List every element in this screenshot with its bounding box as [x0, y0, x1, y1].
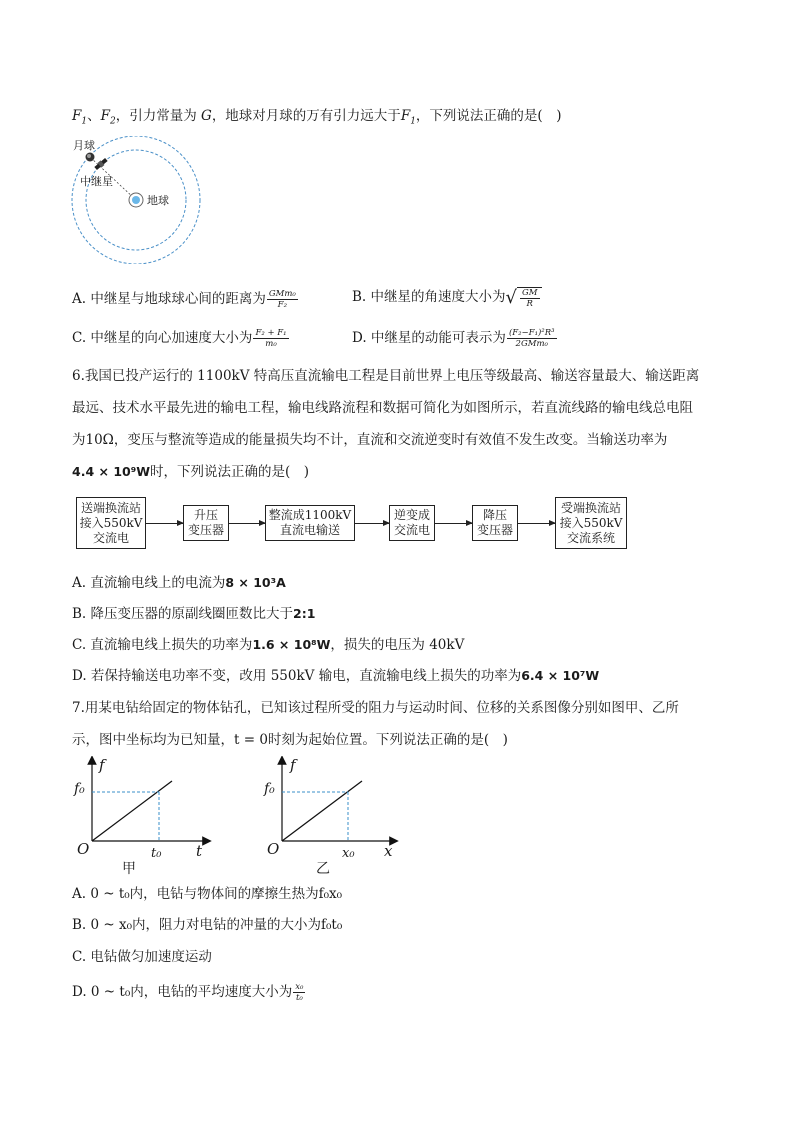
graph2-xlabel: x: [384, 842, 393, 860]
f2-symbol: $F_2$: [100, 108, 116, 127]
flow-box-invert: 逆变成 交流电: [389, 505, 435, 541]
q6-line-2: 最远、技术水平最先进的输电工程，输电线路流程和数据可简化为如图所示，若直流线路的输电线总电阻: [72, 400, 693, 416]
flow-arrow-2: [229, 523, 265, 524]
relay-label: 中继星: [80, 175, 113, 188]
flow-box-sending-station: 送端换流站 接入550kV 交流电: [76, 497, 146, 549]
q6-line-1: 6.我国已投产运行的 1100kV 特高压直流输电工程是目前世界上电压等级最高、输送容量最大、输送距离: [72, 368, 700, 384]
graph2-origin: O: [267, 840, 280, 858]
graph2-line: [282, 781, 362, 841]
graph-f-x: [262, 756, 402, 871]
graph1-xlabel: t: [196, 842, 203, 860]
f1-symbol-2: $F_1$: [400, 108, 416, 127]
q5-option-a[interactable]: A. 中继星与地球球心间的距离为 $\frac{\text{GMm₀}}{\text{F₂}}$: [72, 289, 296, 310]
q5-intro-text2: ，地球对月球的万有引力远大于: [211, 108, 401, 124]
q7-line-2: 示，图中坐标均为已知量，t = 0时刻为起始位置。下列说法正确的是( ): [72, 732, 508, 748]
q6-option-b[interactable]: B. 降压变压器的原副线圈匝数比大于2:1: [72, 606, 316, 622]
flow-arrow-4: [435, 523, 472, 524]
q7-option-b[interactable]: B. 0 ~ x₀内，阻力对电钻的冲量的大小为f₀t₀: [72, 917, 343, 933]
graph1-origin: O: [77, 840, 90, 858]
graph1-y0: f₀: [74, 781, 85, 797]
q6-option-d[interactable]: D. 若保持输送电功率不变，改用 550kV 输电，直流输电线上损失的功率为6.4 × 10⁷W: [72, 668, 600, 684]
q5-option-d[interactable]: D. 中继星的动能可表示为 $\frac{\text{(F₂−F₁)²R³}}{\text{2GMm₀}}$: [352, 328, 555, 349]
flow-box-step-up: 升压 变压器: [183, 505, 229, 541]
graph2-caption: 乙: [316, 861, 330, 877]
q5-sep: 、: [87, 108, 101, 124]
q6-power-value: 4.4 × 10⁹W: [72, 464, 150, 479]
flow-arrow-1: [146, 523, 183, 524]
flow-arrow-3: [355, 523, 389, 524]
graph2-xtick: x₀: [342, 846, 355, 861]
graph2-ylabel: f: [290, 756, 296, 774]
earth-label: 地球: [147, 194, 169, 207]
graph1-xtick: t₀: [151, 846, 162, 861]
q6-line-4: [72, 460, 309, 480]
graph2-y0: f₀: [264, 781, 275, 797]
q6-option-a[interactable]: A. 直流输电线上的电流为8 × 10³A: [72, 575, 286, 591]
graph1-ylabel: f: [99, 756, 105, 774]
earth-core-icon: [132, 196, 140, 204]
f1-symbol: $F_1$: [72, 108, 88, 127]
flow-box-rectify: 整流成1100kV 直流电输送: [265, 505, 355, 541]
flow-box-step-down: 降压 变压器: [472, 505, 518, 541]
g-symbol: G: [201, 108, 212, 124]
q6-line-3: 为10Ω，变压与整流等造成的能量损失均不计，直流和交流逆变时有效值不发生改变。当输送功率为: [72, 432, 668, 448]
q5-intro-text1: ，引力常量为: [115, 108, 197, 124]
satellite-icon: [94, 157, 109, 171]
q7-option-a[interactable]: A. 0 ~ t₀内，电钻与物体间的摩擦生热为f₀x₀: [72, 886, 343, 902]
flow-box-receiving-station: 受端换流站 接入550kV 交流系统: [555, 497, 627, 549]
orbit-figure: [66, 136, 206, 264]
graph1-caption: 甲: [122, 861, 136, 877]
q5-intro: [72, 104, 561, 127]
q5-intro-text3: ，下列说法正确的是( ): [415, 108, 562, 124]
q5-option-b[interactable]: B. 中继星的角速度大小为 √ $\frac{GM}{R}$: [352, 285, 542, 309]
q5-option-c[interactable]: C. 中继星的向心加速度大小为 $\frac{\text{F₂ + F₁}}{\text{m₀}}$: [72, 328, 287, 349]
q6-option-c[interactable]: C. 直流输电线上损失的功率为1.6 × 10⁸W，损失的电压为 40kV: [72, 637, 465, 653]
q6-question-text: 时，下列说法正确的是( ): [149, 464, 310, 480]
flow-arrow-5: [518, 523, 555, 524]
graph1-line: [92, 781, 172, 841]
q7-line-1: 7.用某电钻给固定的物体钻孔，已知该过程所受的阻力与运动时间、位移的关系图像分别如图甲、乙所: [72, 700, 679, 716]
q7-option-c[interactable]: C. 电钻做匀加速度运动: [72, 949, 212, 965]
moon-label: 月球: [73, 139, 95, 152]
q7-option-d[interactable]: D. 0 ~ t₀内，电钻的平均速度大小为 $\frac{\text{x₀}}{\text{t₀}}$: [72, 982, 304, 1003]
